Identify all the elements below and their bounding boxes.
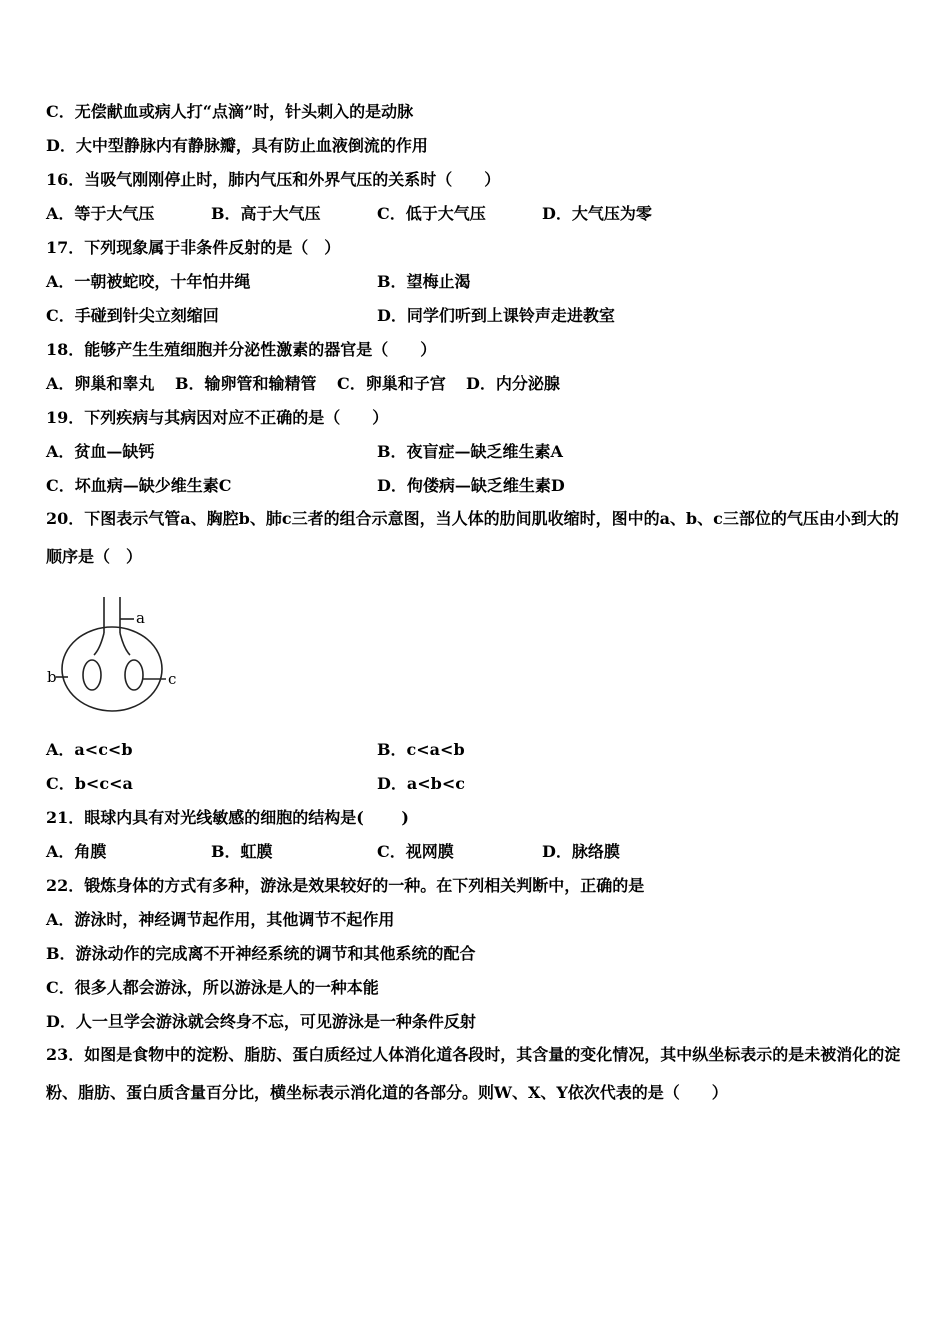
q22-option-b: B．游泳动作的完成离不开神经系统的调节和其他系统的配合 [46, 944, 476, 963]
q17-option-b: B．望梅止渴 [377, 272, 471, 291]
q19-option-a: A．贫血—缺钙 [46, 442, 155, 461]
q21-option-d: D．脉络膜 [542, 842, 620, 861]
q15-option-c: C．无偿献血或病人打“点滴”时，针头刺入的是动脉 [46, 102, 414, 121]
respiratory-model-figure [46, 593, 196, 715]
q20-option-a: A．a<c<b [46, 740, 133, 759]
thoracic-cavity [62, 627, 162, 711]
q20-option-b: B．c<a<b [377, 740, 465, 759]
q18-stem: 18．能够产生生殖细胞并分泌性激素的器官是（ ） [46, 340, 437, 359]
q17-option-d: D．同学们听到上课铃声走进教室 [377, 306, 615, 325]
q21-option-a: A．角膜 [46, 842, 107, 861]
q16-stem: 16．当吸气刚刚停止时，肺内气压和外界气压的关系时（ ） [46, 170, 501, 189]
q22-stem: 22．锻炼身体的方式有多种，游泳是效果较好的一种。在下列相关判断中，正确的是 [46, 876, 645, 895]
q18-option-a: A．卵巢和睾丸 [46, 374, 155, 393]
q23-stem: 23．如图是食物中的淀粉、脂肪、蛋白质经过人体消化道各段时，其含量的变化情况，其中纵坐标表示的是未被消化的淀粉、脂肪、蛋白质含量百分比，横坐标表示消化道的各部分。则W、X、Y依次代表的是（ ） [46, 1045, 901, 1102]
q20-option-c: C．b<c<a [46, 774, 133, 793]
left-lung [83, 660, 101, 690]
q20-stem: 20．下图表示气管a、胸腔b、肺c三者的组合示意图，当人体的肋间肌收缩时，图中的a、b、c三部位的气压由小到大的顺序是（ ） [46, 509, 899, 566]
q19-stem: 19．下列疾病与其病因对应不正确的是（ ） [46, 408, 389, 427]
q18-option-c: C．卵巢和子宫 [337, 374, 446, 393]
label-c: c [168, 670, 177, 688]
q22-option-d: D．人一旦学会游泳就会终身不忘，可见游泳是一种条件反射 [46, 1012, 476, 1031]
q19-option-c: C．坏血病—缺少维生素C [46, 476, 232, 495]
q16-option-c: C．低于大气压 [377, 204, 486, 223]
q17-stem: 17．下列现象属于非条件反射的是（ ） [46, 238, 341, 257]
q16-option-d: D．大气压为零 [542, 204, 652, 223]
q20-option-d: D．a<b<c [377, 774, 465, 793]
label-a: a [136, 609, 145, 627]
q21-stem: 21．眼球内具有对光线敏感的细胞的结构是( ) [46, 808, 409, 827]
label-b: b [47, 668, 57, 686]
q22-option-c: C．很多人都会游泳，所以游泳是人的一种本能 [46, 978, 379, 997]
q18-option-b: B．输卵管和输精管 [175, 374, 317, 393]
q21-option-c: C．视网膜 [377, 842, 454, 861]
q21-option-b: B．虹膜 [211, 842, 273, 861]
q19-option-d: D．佝偻病—缺乏维生素D [377, 476, 565, 495]
bronchi [94, 633, 130, 655]
q17-option-c: C．手碰到针尖立刻缩回 [46, 306, 219, 325]
q18-option-d: D．内分泌腺 [466, 374, 560, 393]
q15-option-d: D．大中型静脉内有静脉瓣，具有防止血液倒流的作用 [46, 136, 428, 155]
q16-option-b: B．高于大气压 [211, 204, 321, 223]
right-lung [125, 660, 143, 690]
q16-option-a: A．等于大气压 [46, 204, 155, 223]
q19-option-b: B．夜盲症—缺乏维生素A [377, 442, 563, 461]
q17-option-a: A．一朝被蛇咬，十年怕井绳 [46, 272, 251, 291]
q22-option-a: A．游泳时，神经调节起作用，其他调节不起作用 [46, 910, 395, 929]
